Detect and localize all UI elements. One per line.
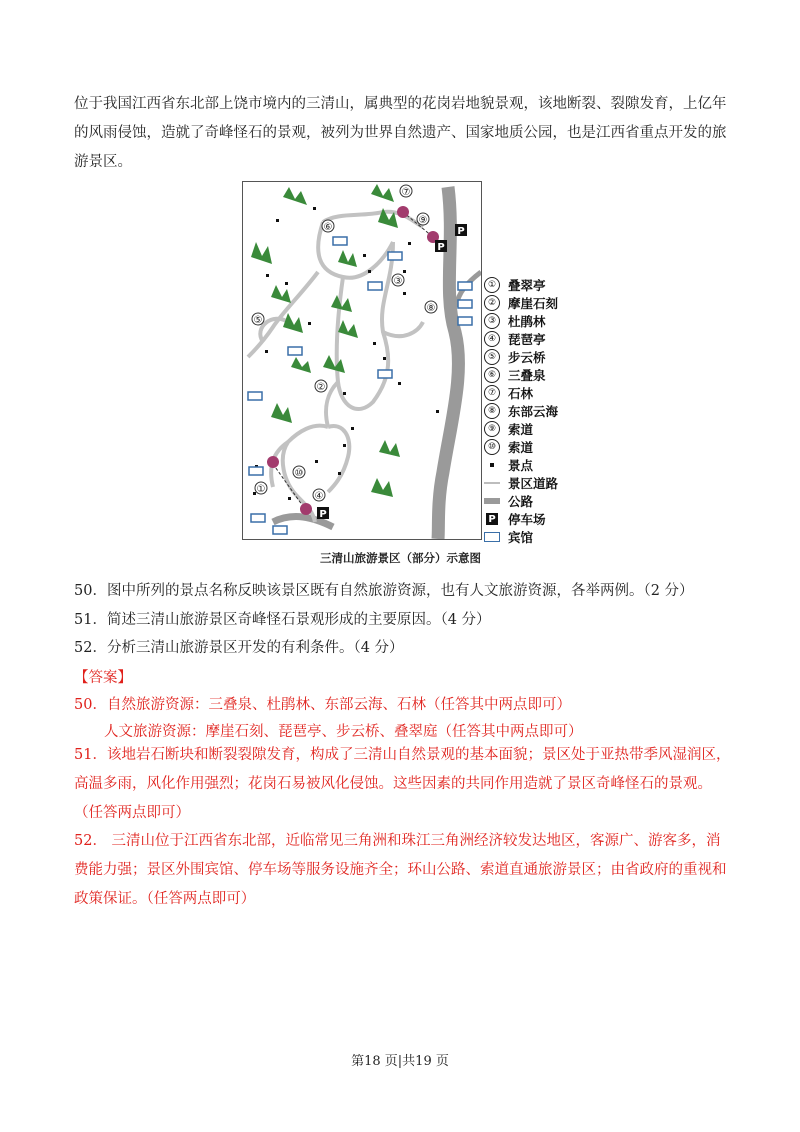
intro-paragraph: 位于我国江西省东北部上饶市境内的三清山，属典型的花岗岩地貌景观，该地断裂、裂隙发育，上亿年的风雨侵蚀，造就了奇峰怪石的景观，被列为世界自然遗产、国家地质公园，也是江西省重点开发的旅游景区。 <box>74 96 727 170</box>
trail-symbol <box>484 482 500 484</box>
marker-9: ⑨ <box>418 215 428 226</box>
legend-item: ③ 杜鹃林 <box>482 312 546 330</box>
legend-item: ⑨ 索道 <box>482 420 533 438</box>
answer-header: 【答案】 <box>74 670 132 686</box>
parking-symbol: P <box>486 513 498 525</box>
hotel-symbol <box>484 532 500 542</box>
dot-symbol <box>490 463 494 467</box>
svg-text:P: P <box>319 509 327 520</box>
question-52: 52．分析三清山旅游景区开发的有利条件。（4 分） <box>74 640 404 656</box>
page-footer: 第18 页|共19 页 <box>351 1054 449 1069</box>
legend-item: ⑥ 三叠泉 <box>482 366 546 384</box>
marker-5: ⑤ <box>253 315 263 326</box>
answer-50-cultural: 人文旅游资源：摩崖石刻、琵琶亭、步云桥、叠翠庭（任答其中两点即可） <box>104 724 583 740</box>
marker-8: ⑧ <box>426 303 436 314</box>
legend-item: ⑤ 步云桥 <box>482 348 546 366</box>
marker-7: ⑦ <box>401 187 411 198</box>
map-number-markers <box>252 185 437 502</box>
scenic-area-map <box>242 181 482 540</box>
legend-item: 景点 <box>482 456 533 474</box>
marker-4: ④ <box>314 491 324 502</box>
highway-symbol <box>484 498 500 504</box>
marker-10: ⑩ <box>294 468 304 479</box>
legend-item: ⑩ 索道 <box>482 438 533 456</box>
legend-item: 公路 <box>482 492 533 510</box>
legend-item: P 停车场 <box>482 510 546 528</box>
ropeway-stations <box>267 206 439 515</box>
marker-2: ② <box>316 382 326 393</box>
highway-main <box>438 187 458 539</box>
map-caption: 三清山旅游景区（部分）示意图 <box>320 551 481 565</box>
scenic-spot-dots <box>253 207 439 500</box>
legend-item: ① 叠翠亭 <box>482 276 546 294</box>
legend-item: ⑦ 石林 <box>482 384 533 402</box>
question-50: 50．图中所列的景点名称反映该景区既有自然旅游资源，也有人文旅游资源，各举两例。（2 分） <box>74 583 694 599</box>
legend-item: 景区道路 <box>482 474 558 492</box>
svg-text:P: P <box>457 226 465 237</box>
marker-1: ① <box>256 484 266 495</box>
marker-6: ⑥ <box>323 222 333 233</box>
legend-item: 宾馆 <box>482 528 533 546</box>
marker-3: ③ <box>393 276 403 287</box>
answer-51: 51．该地岩石断块和断裂裂隙发育，构成了三清山自然景观的基本面貌；景区处于亚热带季风湿润区，高温多雨，风化作用强烈；花岗石易被风化侵蚀。这些因素的共同作用造就了景区奇峰怪石的景观。（任答两点即可） <box>74 747 731 821</box>
legend-item: ④ 琵琶亭 <box>482 330 546 348</box>
question-51: 51．简述三清山旅游景区奇峰怪石景观形成的主要原因。（4 分） <box>74 612 491 628</box>
map-canvas <box>243 182 481 539</box>
svg-text:P: P <box>437 242 445 253</box>
answer-50-natural: 50．自然旅游资源：三叠泉、杜鹃林、东部云海、石林（任答其中两点即可） <box>74 697 571 713</box>
answer-52: 52． 三清山位于江西省东北部，近临常见三角洲和珠江三角洲经济较发达地区，客源广、游客多，消费能力强；景区外围宾馆、停车场等服务设施齐全；环山公路、索道直通旅游景区；由省政府的重视和政策保证。（任答两点即可） <box>74 833 727 907</box>
legend-item: ⑧ 东部云海 <box>482 402 558 420</box>
legend-item: ② 摩崖石刻 <box>482 294 558 312</box>
